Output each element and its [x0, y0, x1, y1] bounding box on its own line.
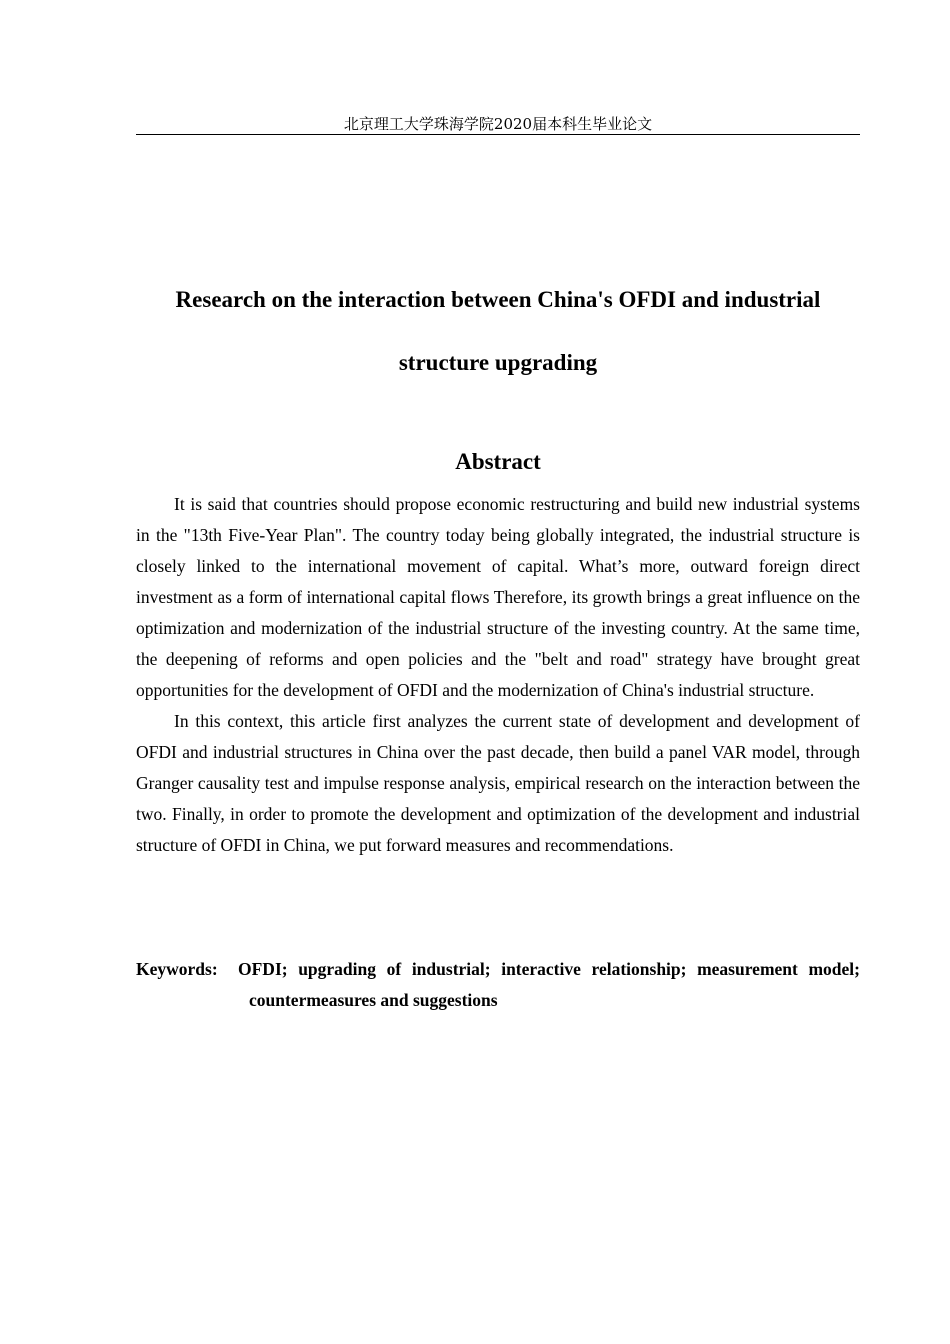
page-header: 北京理工大学珠海学院2020届本科生毕业论文 [136, 114, 860, 135]
abstract-heading: Abstract [455, 449, 541, 474]
abstract-body [136, 489, 860, 861]
keywords-text: OFDI; upgrading of industrial; interactive relationship; measurement model; countermeasures and suggestions [238, 959, 860, 1010]
keywords-label: Keywords: [136, 959, 218, 979]
thesis-title: Research on the interaction between China's OFDI and industrial structure upgrading [175, 287, 821, 375]
abstract-paragraph: In this context, this article first analyzes the current state of development and development of OFDI and industrial structures in China over the past decade, then build a panel VAR model, through Granger causality test and impulse response analysis, empirical research on the interaction between the two. Finally, in order to promote the development and optimization of the development and industrial structure of OFDI in China, we put forward measures and recommendations. [136, 711, 860, 855]
abstract-paragraph: It is said that countries should propose economic restructuring and build new industrial systems in the "13th Five-Year Plan". The country today being globally integrated, the industrial structure is closely linked to the international movement of capital. What’s more, outward foreign direct investment as a form of international capital flows Therefore, its growth brings a great influence on the optimization and modernization of the industrial structure of the investing country. At the same time, the deepening of reforms and open policies and the "belt and road" strategy have brought great opportunities for the development of OFDI and the modernization of China's industrial structure. [136, 494, 860, 700]
keywords [136, 954, 860, 1016]
